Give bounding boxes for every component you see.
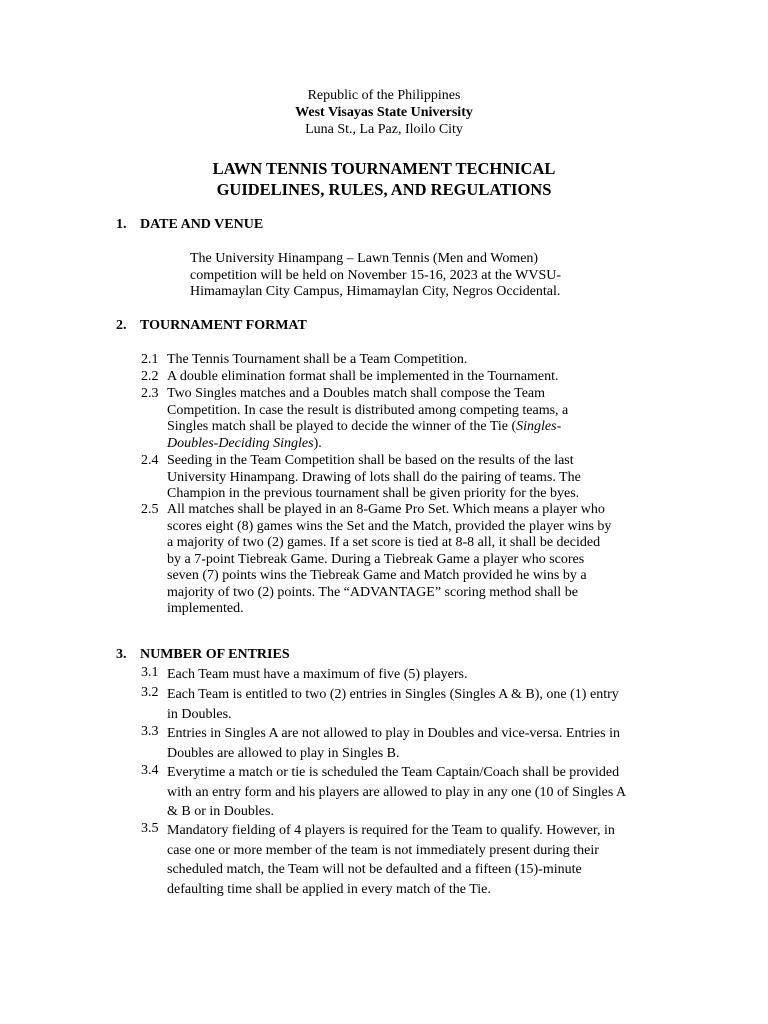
- item-line: University Hinampang. Drawing of lots shall do the pairing of teams. The: [167, 469, 581, 485]
- item-line: by a 7-point Tiebreak Game. During a Tiebreak Game a player who scores: [167, 551, 585, 567]
- item-line: seven (7) points wins the Tiebreak Game and Match provided he wins by a: [167, 568, 587, 583]
- item-number: 3.2: [141, 685, 159, 700]
- item-line: case one or more member of the team is not immediately present during their: [167, 842, 599, 858]
- section-number: 3.: [116, 647, 127, 662]
- university-address: Luna St., La Paz, Iloilo City: [305, 122, 463, 137]
- item-number: 2.3: [141, 386, 159, 401]
- item-number: 3.3: [141, 724, 159, 739]
- item-line: majority of two (2) points. The “ADVANTAGE” scoring method shall be: [167, 584, 578, 600]
- document-title-line-1: LAWN TENNIS TOURNAMENT TECHNICAL: [212, 159, 556, 178]
- item-line: Everytime a match or tie is scheduled the Team Captain/Coach shall be provided: [167, 765, 620, 780]
- item-line: Singles match shall be played to decide the winner of the Tie (Singles-: [167, 419, 562, 434]
- item-line: Doubles-Deciding Singles).: [167, 435, 322, 451]
- item-number: 2.2: [141, 369, 159, 384]
- section-1-paragraph: [190, 251, 640, 301]
- paragraph-line: Himamaylan City Campus, Himamaylan City, Negros Occidental.: [190, 284, 561, 299]
- item-line: The Tennis Tournament shall be a Team Competition.: [167, 352, 468, 367]
- document-title-line-2: GUIDELINES, RULES, AND REGULATIONS: [216, 180, 552, 199]
- item-line: & B or in Doubles.: [167, 804, 274, 819]
- item-number: 3.5: [141, 821, 159, 836]
- item-number: 3.1: [141, 665, 159, 680]
- item-line: in Doubles.: [167, 706, 232, 722]
- item-line: implemented.: [167, 601, 244, 616]
- item-line: Two Singles matches and a Doubles match shall compose the Team: [167, 386, 546, 401]
- item-number: 2.1: [141, 352, 159, 367]
- item-line: scheduled match, the Team will not be defaulted and a fifteen (15)-minute: [167, 862, 582, 877]
- item-line: Each Team must have a maximum of five (5) players.: [167, 667, 468, 682]
- item-line: scores eight (8) games wins the Set and the Match, provided the player wins by: [167, 518, 612, 534]
- section-title: DATE AND VENUE: [140, 217, 264, 232]
- item-line: with an entry form and his players are allowed to play in any one (10 of Singles A: [167, 784, 627, 800]
- republic-line: Republic of the Philippines: [307, 88, 461, 103]
- paragraph-line: competition will be held on November 15-16, 2023 at the WVSU-: [190, 267, 562, 283]
- item-number: 3.4: [141, 763, 159, 778]
- university-name: West Visayas State University: [295, 105, 473, 120]
- item-line: Competition. In case the result is distributed among competing teams, a: [167, 402, 569, 418]
- item-line: Seeding in the Team Competition shall be based on the results of the last: [167, 453, 574, 468]
- section-title: NUMBER OF ENTRIES: [140, 647, 290, 662]
- item-number: 2.5: [141, 502, 159, 517]
- item-line: Entries in Singles A are not allowed to play in Doubles and vice-versa. Entries in: [167, 726, 620, 741]
- item-line: defaulting time shall be applied in every match of the Tie.: [167, 881, 491, 897]
- item-line: Mandatory fielding of 4 players is required for the Team to qualify. However, in: [167, 823, 615, 838]
- item-line: A double elimination format shall be implemented in the Tournament.: [167, 369, 559, 384]
- item-line: Champion in the previous tournament shall be given priority for the byes.: [167, 486, 580, 501]
- item-number: 2.4: [141, 453, 159, 468]
- paragraph-line: The University Hinampang – Lawn Tennis (Men and Women): [190, 251, 539, 266]
- item-line: All matches shall be played in an 8-Game Pro Set. Which means a player who: [167, 502, 605, 517]
- section-title: TOURNAMENT FORMAT: [140, 318, 307, 333]
- item-line: a majority of two (2) games. If a set score is tied at 8-8 all, it shall be decided: [167, 535, 601, 550]
- item-line: Doubles are allowed to play in Singles B.: [167, 745, 400, 761]
- item-line: Each Team is entitled to two (2) entries in Singles (Singles A & B), one (1) entry: [167, 687, 619, 702]
- section-number: 2.: [116, 318, 127, 333]
- section-number: 1.: [116, 217, 127, 232]
